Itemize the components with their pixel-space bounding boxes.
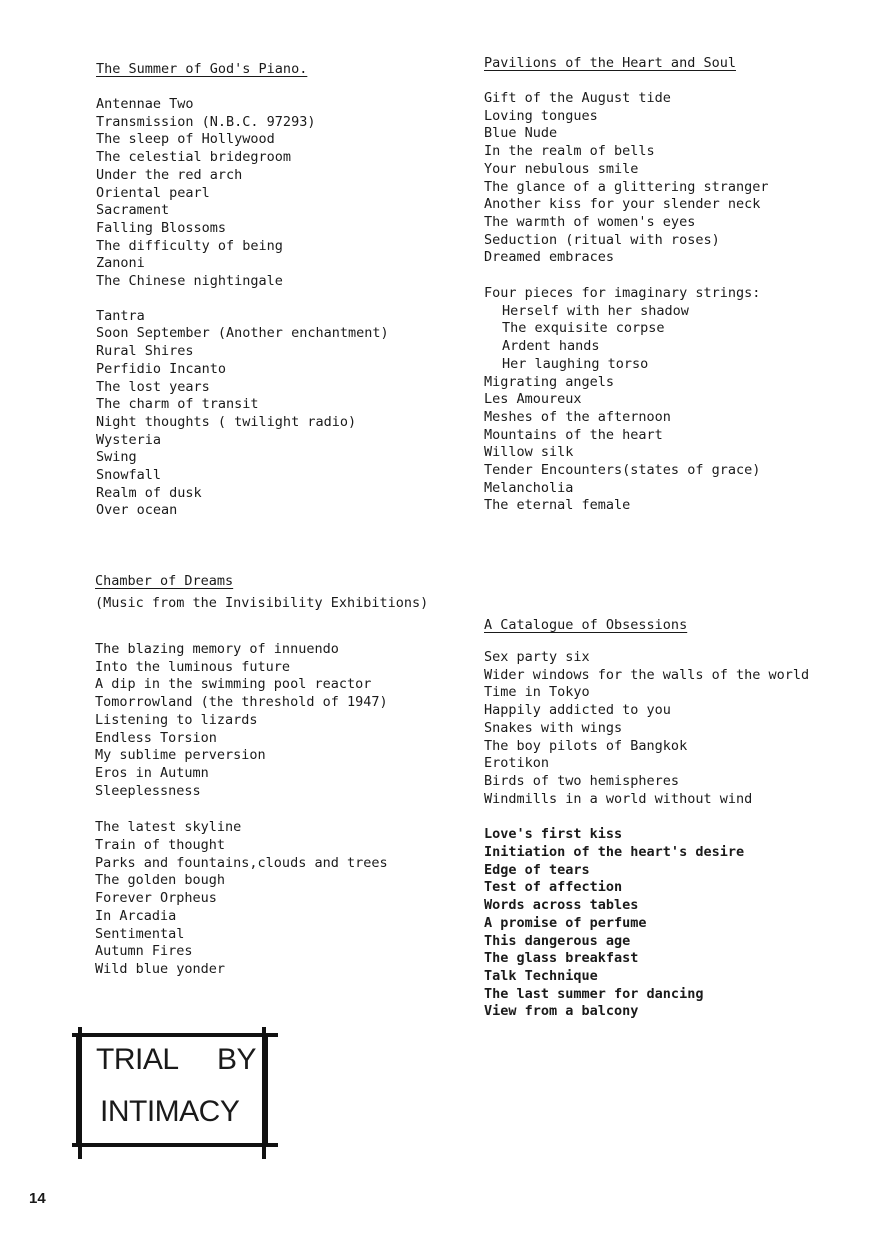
track-list-four-pieces: [484, 285, 768, 303]
list-item: Over ocean: [96, 502, 178, 519]
list-item: Tender Encounters(states of grace): [484, 462, 761, 479]
list-item: A promise of perfume: [484, 914, 647, 931]
list-item: Initiation of the heart's desire: [484, 844, 745, 861]
list-item: The celestial bridegroom: [96, 149, 292, 166]
track-list: [95, 819, 428, 978]
list-item: Talk Technique: [484, 967, 598, 984]
list-item: Eros in Autumn: [95, 764, 209, 781]
list-item: The last summer for dancing: [484, 985, 704, 1002]
list-item: Snowfall: [96, 467, 162, 484]
list-item: Gift of the August tide: [484, 90, 671, 106]
list-item: The golden bough: [95, 872, 226, 889]
list-item: The blazing memory of innuendo: [95, 641, 339, 657]
track-list: [95, 641, 428, 800]
list-item: The Chinese nightingale: [96, 273, 283, 290]
list-item: Endless Torsion: [95, 729, 217, 746]
list-item: Oriental pearl: [96, 184, 210, 201]
track-list: [484, 649, 809, 808]
list-item: Seduction (ritual with roses): [484, 231, 720, 248]
list-item: Soon September (Another enchantment): [96, 325, 389, 342]
list-item: Windmills in a world without wind: [484, 790, 753, 807]
list-item: Time in Tokyo: [484, 684, 590, 701]
page-number: 14: [29, 1190, 46, 1207]
list-item: Dreamed embraces: [484, 249, 615, 266]
section-summer: [96, 60, 389, 520]
list-item: Train of thought: [95, 837, 226, 854]
list-item: Melancholia: [484, 479, 574, 496]
list-item: Listening to lizards: [95, 711, 258, 728]
track-list: [96, 96, 389, 291]
list-item: View from a balcony: [484, 1003, 639, 1020]
section-chamber: [95, 572, 428, 979]
list-item: The glance of a glittering stranger: [484, 178, 769, 195]
section-title: The Summer of God's Piano.: [96, 61, 308, 77]
list-item: Into the luminous future: [95, 658, 291, 675]
logo-word-by: BY: [216, 1043, 256, 1076]
list-item: Sleeplessness: [95, 782, 201, 799]
section-catalogue: [484, 616, 809, 1021]
logo-word-trial: TRIAL: [96, 1043, 179, 1076]
list-item: Herself with her shadow: [502, 302, 689, 319]
list-item: Loving tongues: [484, 107, 598, 124]
list-item: A dip in the swimming pool reactor: [95, 676, 372, 693]
list-item: Four pieces for imaginary strings:: [484, 285, 761, 302]
list-item: This dangerous age: [484, 932, 631, 949]
list-item: Under the red arch: [96, 166, 243, 183]
list-item: Les Amoureux: [484, 391, 582, 408]
list-item: Sacrament: [96, 202, 170, 219]
list-item: Perfidio Incanto: [96, 360, 227, 377]
list-item: Her laughing torso: [502, 355, 649, 372]
list-item: The exquisite corpse: [502, 320, 665, 337]
list-item: Birds of two hemispheres: [484, 772, 680, 789]
list-item: Sentimental: [95, 925, 185, 942]
list-item: Wider windows for the walls of the world: [484, 666, 810, 683]
list-item: In the realm of bells: [484, 143, 655, 160]
list-item: Wild blue yonder: [95, 960, 226, 977]
list-item: Realm of dusk: [96, 484, 202, 501]
list-item: Love's first kiss: [484, 826, 623, 843]
list-item: The glass breakfast: [484, 950, 639, 967]
list-item: In Arcadia: [95, 907, 177, 924]
list-item: The lost years: [96, 378, 210, 395]
track-list: [96, 308, 389, 520]
section-title: Chamber of Dreams: [95, 573, 234, 589]
list-item: Sex party six: [484, 649, 590, 665]
trial-by-intimacy-logo: [72, 1027, 278, 1159]
list-item: Swing: [96, 449, 137, 466]
list-item: Antennae Two: [96, 96, 194, 112]
list-item: The warmth of women's eyes: [484, 213, 696, 230]
list-item: Night thoughts ( twilight radio): [96, 413, 357, 430]
list-item: My sublime perversion: [95, 747, 266, 764]
list-item: Words across tables: [484, 897, 639, 914]
list-item: The sleep of Hollywood: [96, 131, 275, 148]
list-item: Edge of tears: [484, 861, 590, 878]
list-item: Mountains of the heart: [484, 426, 663, 443]
list-item: The charm of transit: [96, 396, 259, 413]
list-item: Meshes of the afternoon: [484, 408, 671, 425]
list-item: Autumn Fires: [95, 943, 193, 960]
list-item: Forever Orpheus: [95, 890, 217, 907]
list-item: The latest skyline: [95, 819, 242, 836]
list-item: Wysteria: [96, 431, 162, 448]
track-list: [484, 374, 768, 516]
list-item: Happily addicted to you: [484, 702, 671, 719]
list-item: Willow silk: [484, 444, 574, 461]
list-item: Blue Nude: [484, 125, 558, 142]
list-item: Tantra: [96, 307, 145, 324]
track-list-pieces: [484, 303, 768, 374]
list-item: Erotikon: [484, 755, 550, 772]
section-pavilions: [484, 54, 768, 515]
section-title: Pavilions of the Heart and Soul: [484, 55, 736, 71]
list-item: Falling Blossoms: [96, 219, 227, 236]
track-list: [484, 826, 809, 1021]
list-item: Rural Shires: [96, 343, 194, 360]
logo-word-intimacy: INTIMACY: [100, 1095, 240, 1128]
list-item: Your nebulous smile: [484, 160, 639, 177]
list-item: Another kiss for your slender neck: [484, 196, 761, 213]
list-item: The eternal female: [484, 497, 631, 514]
list-item: Transmission (N.B.C. 97293): [96, 113, 316, 130]
list-item: Parks and fountains,clouds and trees: [95, 854, 388, 871]
list-item: Zanoni: [96, 255, 145, 272]
track-list: [484, 90, 768, 267]
list-item: The difficulty of being: [96, 237, 283, 254]
list-item: Migrating angels: [484, 373, 615, 390]
list-item: Test of affection: [484, 879, 623, 896]
list-item: Tomorrowland (the threshold of 1947): [95, 694, 388, 711]
list-item: Ardent hands: [502, 338, 600, 355]
list-item: The boy pilots of Bangkok: [484, 737, 688, 754]
section-title: A Catalogue of Obsessions: [484, 617, 688, 633]
section-subtitle: (Music from the Invisibility Exhibitions): [95, 595, 429, 611]
list-item: Snakes with wings: [484, 719, 623, 736]
